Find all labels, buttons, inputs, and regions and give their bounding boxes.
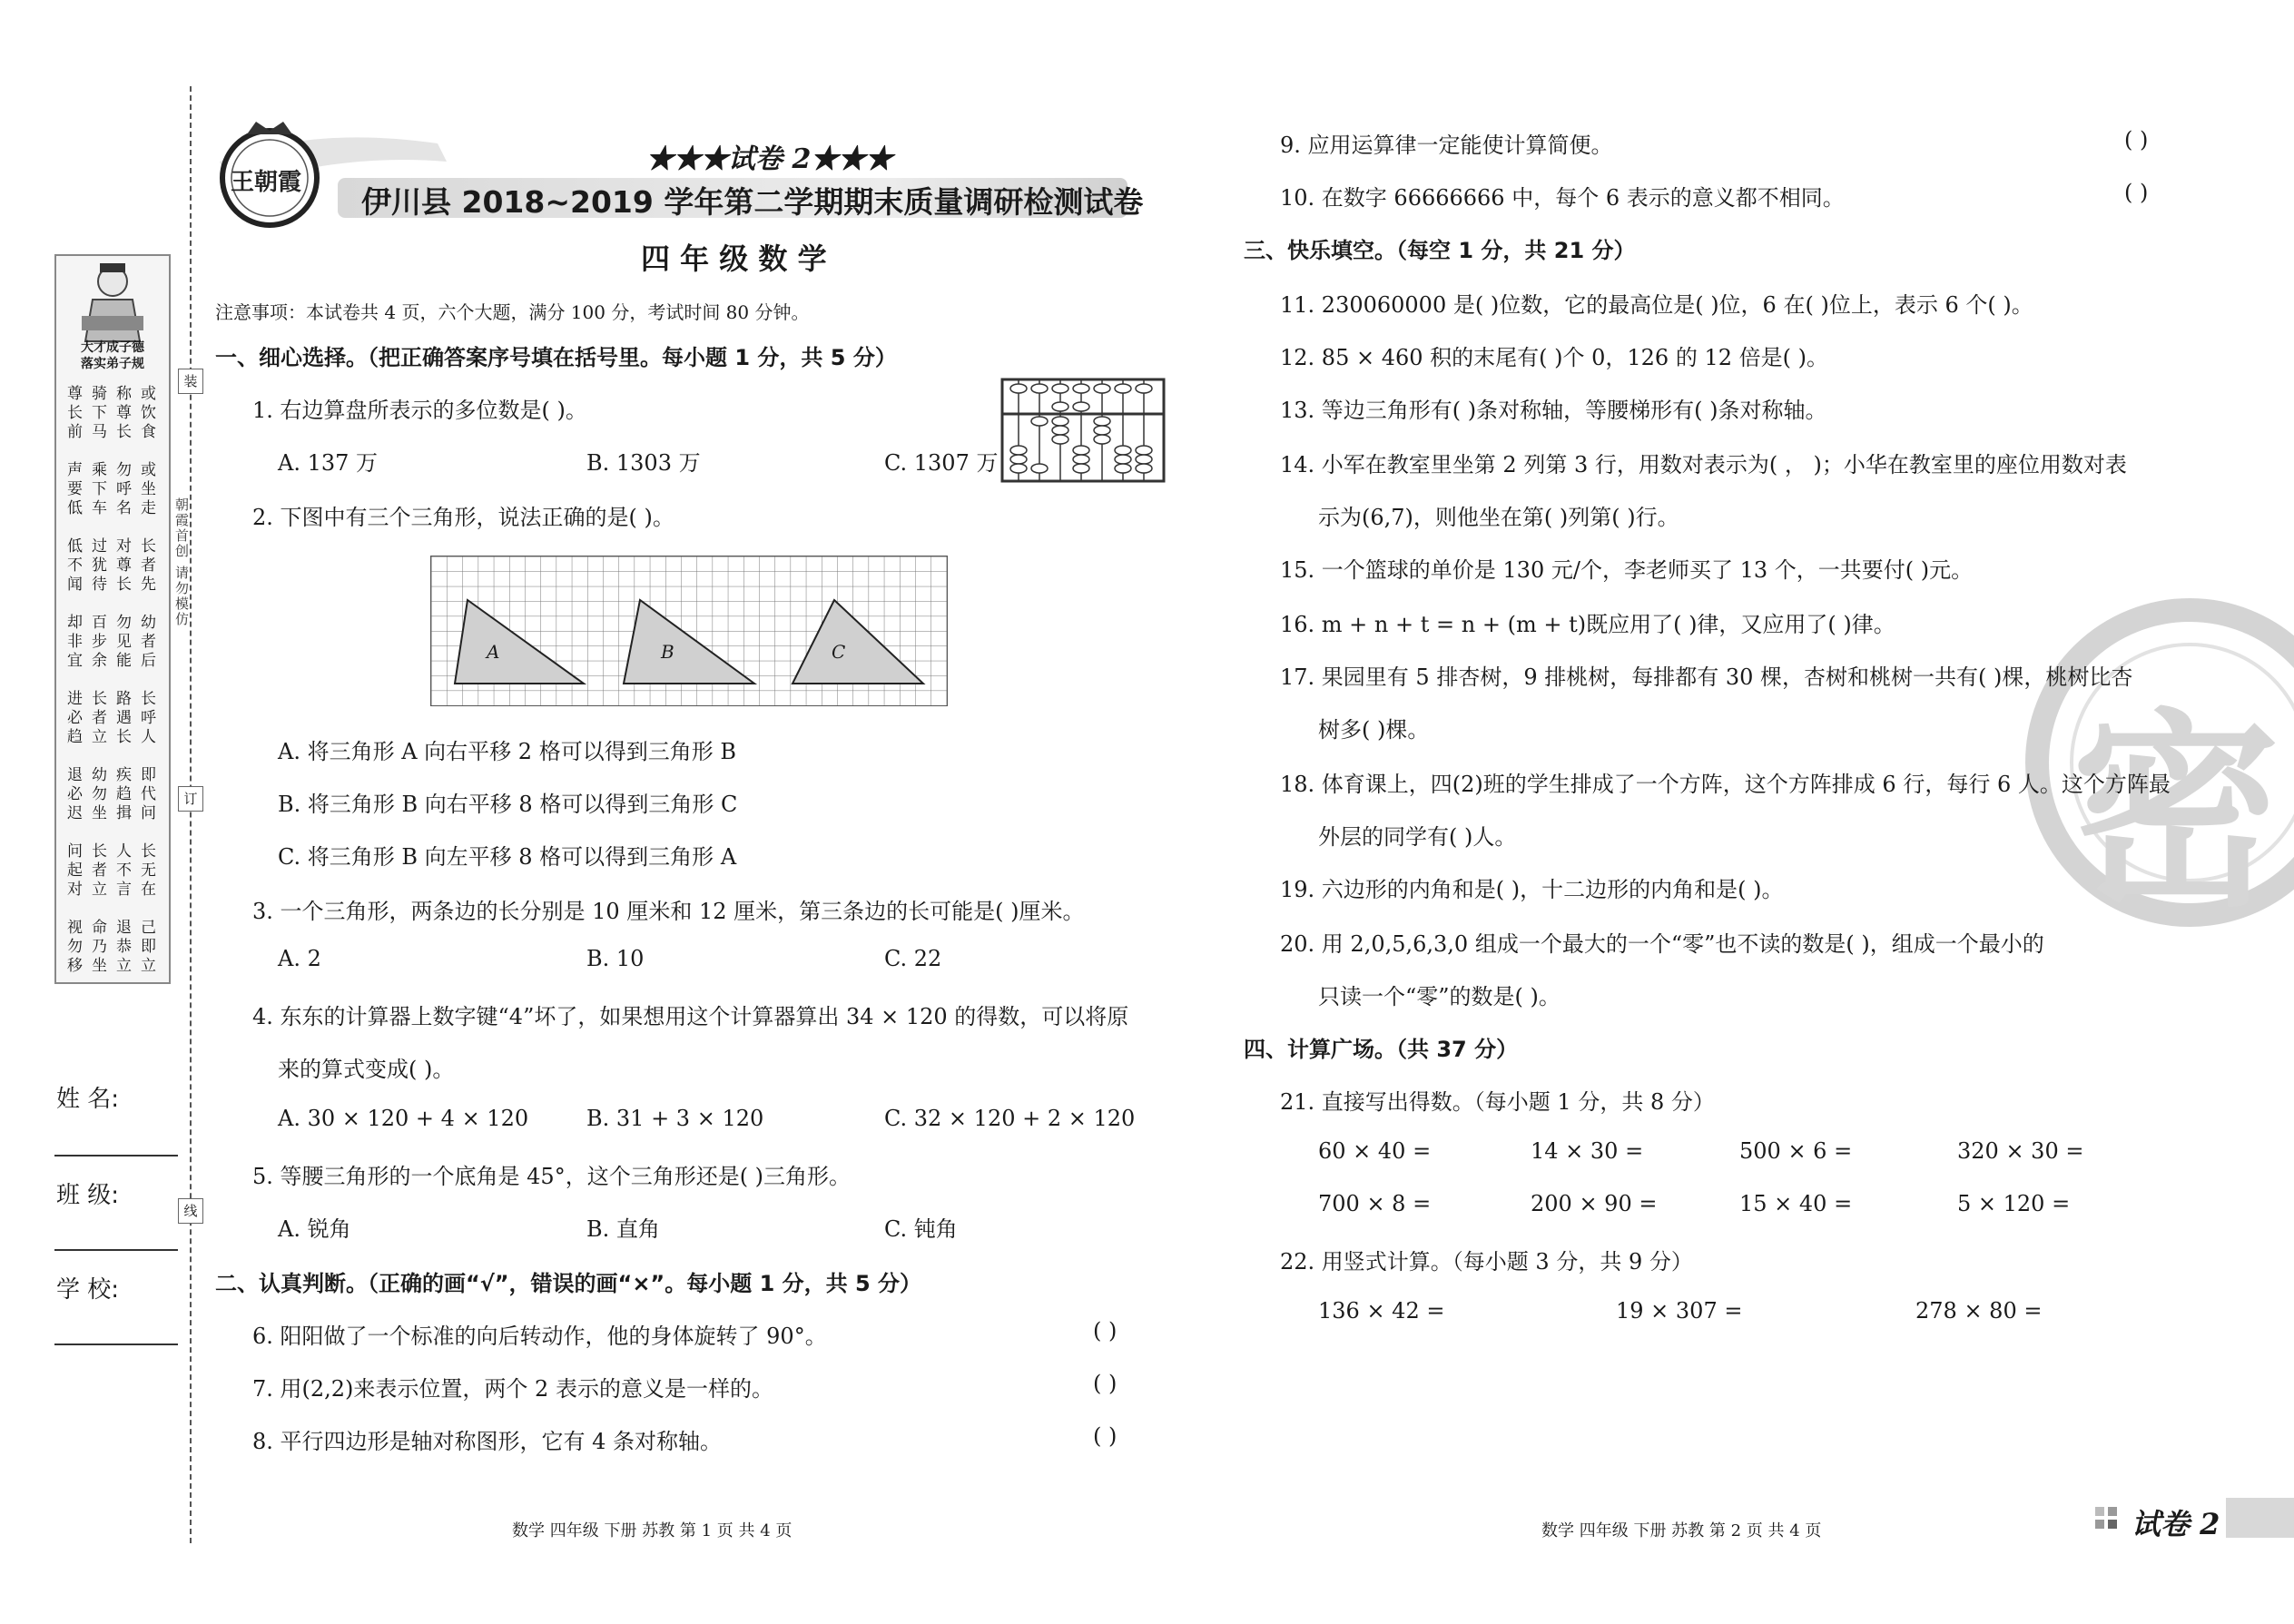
question-7: 7. 用(2,2)来表示位置，两个 2 表示的意义是一样的。 xyxy=(252,1376,773,1402)
name-field[interactable] xyxy=(54,1155,178,1156)
section-3-heading: 三、快乐填空。（每空 1 分，共 21 分） xyxy=(1244,238,1636,263)
corner-gray-bar xyxy=(2226,1498,2294,1538)
scholar-illustration-icon xyxy=(73,260,153,343)
class-field[interactable] xyxy=(54,1249,178,1251)
option[interactable]: C. 32 × 120 + 2 × 120 xyxy=(884,1106,1136,1131)
answer-blank[interactable]: ( ) xyxy=(1093,1318,1117,1343)
question-17: 17. 果园里有 5 排杏树，9 排桃树，每排都有 30 棵，杏树和桃树一共有( )棵，桃树比杏 xyxy=(1280,664,2133,690)
calc-item: 136 × 42 = xyxy=(1318,1298,1445,1324)
option[interactable]: C. 钝角 xyxy=(884,1216,958,1242)
section-4-heading: 四、计算广场。（共 37 分） xyxy=(1244,1037,1519,1062)
abacus-figure xyxy=(1000,378,1166,483)
copyright-note: 朝霞首创 请勿模仿 xyxy=(173,497,190,627)
answer-blank[interactable]: ( ) xyxy=(2124,127,2149,153)
question-14-cont: 示为(6,7)，则他坐在第( )列第( )行。 xyxy=(1318,505,1679,530)
binding-cut-line xyxy=(190,86,192,1543)
page-footer: 数学 四年级 下册 苏教 第 1 页 共 4 页 xyxy=(512,1521,793,1540)
section-2-heading: 二、认真判断。（正确的画“√”，错误的画“×”。每小题 1 分，共 5 分） xyxy=(215,1271,922,1296)
page-footer: 数学 四年级 下册 苏教 第 2 页 共 4 页 xyxy=(1541,1521,1822,1540)
exam-title: 伊川县 2018~2019 学年第二学期期末质量调研检测试卷 xyxy=(361,184,1144,220)
question-13: 13. 等边三角形有( )条对称轴，等腰梯形有( )条对称轴。 xyxy=(1280,398,1827,423)
question-9: 9. 应用运算律一定能使计算简便。 xyxy=(1280,133,1613,158)
question-14: 14. 小军在教室里坐第 2 列第 3 行，用数对表示为( ， )；小华在教室里的座位用数对表 xyxy=(1280,452,2127,477)
school-field[interactable] xyxy=(54,1343,178,1345)
question-4: 4. 东东的计算器上数字键“4”坏了，如果想用这个计算器算出 34 × 120 的得数，可以将原 xyxy=(252,1004,1129,1029)
question-3: 3. 一个三角形，两条边的长分别是 10 厘米和 12 厘米，第三条边的长可能是( )厘米。 xyxy=(252,899,1085,924)
motto-line: 大才成子德 xyxy=(81,340,144,355)
question-11: 11. 230060000 是( )位数，它的最高位是( )位，6 在( )位上，表示 6 个( )。 xyxy=(1280,292,2033,318)
calc-item: 19 × 307 = xyxy=(1616,1298,1743,1324)
calc-item: 60 × 40 = xyxy=(1318,1138,1432,1164)
option[interactable]: A. 将三角形 A 向右平移 2 格可以得到三角形 B xyxy=(278,739,736,764)
cut-label: 线 xyxy=(178,1198,203,1224)
option[interactable]: C. 1307 万 xyxy=(884,450,999,476)
corner-exam-tag: 试卷 2 xyxy=(2132,1507,2220,1541)
question-5: 5. 等腰三角形的一个底角是 45°，这个三角形还是( )三角形。 xyxy=(252,1164,852,1189)
triangle-label: B xyxy=(661,641,674,663)
notice: 注意事项：本试卷共 4 页，六个大题，满分 100 分，考试时间 80 分钟。 xyxy=(215,301,810,323)
question-20-cont: 只读一个“零”的数是( )。 xyxy=(1318,984,1561,1009)
question-19: 19. 六边形的内角和是( )，十二边形的内角和是( )。 xyxy=(1280,877,1784,902)
triangle-label: C xyxy=(832,641,846,663)
answer-blank[interactable]: ( ) xyxy=(1093,1371,1117,1396)
option[interactable]: A. 锐角 xyxy=(278,1216,351,1242)
option[interactable]: C. 22 xyxy=(884,946,942,971)
question-21: 21. 直接写出得数。（每小题 1 分，共 8 分） xyxy=(1280,1089,1715,1115)
cut-label: 装 xyxy=(178,369,203,394)
question-8: 8. 平行四边形是轴对称图形，它有 4 条对称轴。 xyxy=(252,1429,723,1454)
option[interactable]: B. 31 + 3 × 120 xyxy=(586,1106,764,1131)
question-2: 2. 下图中有三个三角形，说法正确的是( )。 xyxy=(252,505,674,530)
answer-blank[interactable]: ( ) xyxy=(2124,180,2149,205)
exam-tag: ★★★试卷 2★★★ xyxy=(646,143,893,175)
dizigui-poem-box xyxy=(54,254,171,984)
school-field-label: 学 校: xyxy=(56,1276,120,1304)
question-22: 22. 用竖式计算。（每小题 3 分，共 9 分） xyxy=(1280,1249,1693,1275)
calc-item: 500 × 6 = xyxy=(1739,1138,1853,1164)
calc-item: 700 × 8 = xyxy=(1318,1191,1432,1216)
triangle-grid-figure xyxy=(430,556,948,706)
section-1-heading: 一、细心选择。（把正确答案序号填在括号里。每小题 1 分，共 5 分） xyxy=(215,345,897,370)
name-field-label: 姓 名: xyxy=(56,1086,120,1113)
corner-squares-icon xyxy=(2092,1503,2128,1536)
calc-item: 14 × 30 = xyxy=(1531,1138,1644,1164)
calc-item: 320 × 30 = xyxy=(1957,1138,2084,1164)
cut-label: 订 xyxy=(178,786,203,812)
calc-item: 278 × 80 = xyxy=(1915,1298,2043,1324)
option[interactable]: B. 直角 xyxy=(586,1216,660,1242)
question-10: 10. 在数字 66666666 中，每个 6 表示的意义都不相同。 xyxy=(1280,185,1845,211)
option[interactable]: C. 将三角形 B 向左平移 8 格可以得到三角形 A xyxy=(278,844,737,870)
question-16: 16. m + n + t = n + (m + t)既应用了( )律，又应用了( )律。 xyxy=(1280,612,1895,637)
option[interactable]: A. 30 × 120 + 4 × 120 xyxy=(278,1106,529,1131)
class-field-label: 班 级: xyxy=(56,1182,120,1209)
stamp-character: 密 xyxy=(2072,693,2281,935)
triangle-label: A xyxy=(487,641,500,663)
question-6: 6. 阳阳做了一个标准的向后转动作，他的身体旋转了 90°。 xyxy=(252,1324,827,1349)
motto-line: 落实弟子规 xyxy=(81,357,144,371)
answer-blank[interactable]: ( ) xyxy=(1093,1423,1117,1449)
question-12: 12. 85 × 460 积的末尾有( )个 0，126 的 12 倍是( )。 xyxy=(1280,345,1828,370)
question-18-cont: 外层的同学有( )人。 xyxy=(1318,824,1517,850)
question-1: 1. 右边算盘所表示的多位数是( )。 xyxy=(252,398,587,423)
calc-item: 15 × 40 = xyxy=(1739,1191,1853,1216)
question-18: 18. 体育课上，四(2)班的学生排成了一个方阵，这个方阵排成 6 行，每行 6 人。这个方阵最 xyxy=(1280,772,2171,797)
question-20: 20. 用 2,0,5,6,3,0 组成一个最大的一个“零”也不读的数是( )，组成一个最小的 xyxy=(1280,931,2044,957)
question-17-cont: 树多( )棵。 xyxy=(1318,717,1430,743)
option[interactable]: A. 2 xyxy=(278,946,321,971)
calc-item: 5 × 120 = xyxy=(1957,1191,2071,1216)
calc-item: 200 × 90 = xyxy=(1531,1191,1658,1216)
option[interactable]: B. 将三角形 B 向右平移 8 格可以得到三角形 C xyxy=(278,792,738,817)
option[interactable]: A. 137 万 xyxy=(278,450,379,476)
question-4-cont: 来的算式变成( )。 xyxy=(278,1057,455,1082)
option[interactable]: B. 10 xyxy=(586,946,645,971)
logo-text: 王朝霞 xyxy=(231,169,302,196)
poem-text: 尊 骑 称 或 长 下 尊 饮 前 马 长 食 声 乘 勿 或 要 下 呼 坐 低 车 名 走 低 过 对 长 不 犹 尊 者 闻 待 长 先 却 百 勿 幼 非 步 见 者 宜 余 能 后 进 长 路 长 必 者 遇 呼 趋 立 长 人 退 幼 疾 即 必 勿 趋 代 迟 坐 揖 问 问 长 人 长 起 者 不 无 对 立 言 在 视 命 退 己 勿 乃 恭 即 移 坐 立 立 xyxy=(67,385,158,975)
subject-title: 四 年 级 数 学 xyxy=(641,241,827,276)
question-15: 15. 一个篮球的单价是 130 元/个，李老师买了 13 个，一共要付( )元。 xyxy=(1280,557,1974,583)
option[interactable]: B. 1303 万 xyxy=(586,450,701,476)
